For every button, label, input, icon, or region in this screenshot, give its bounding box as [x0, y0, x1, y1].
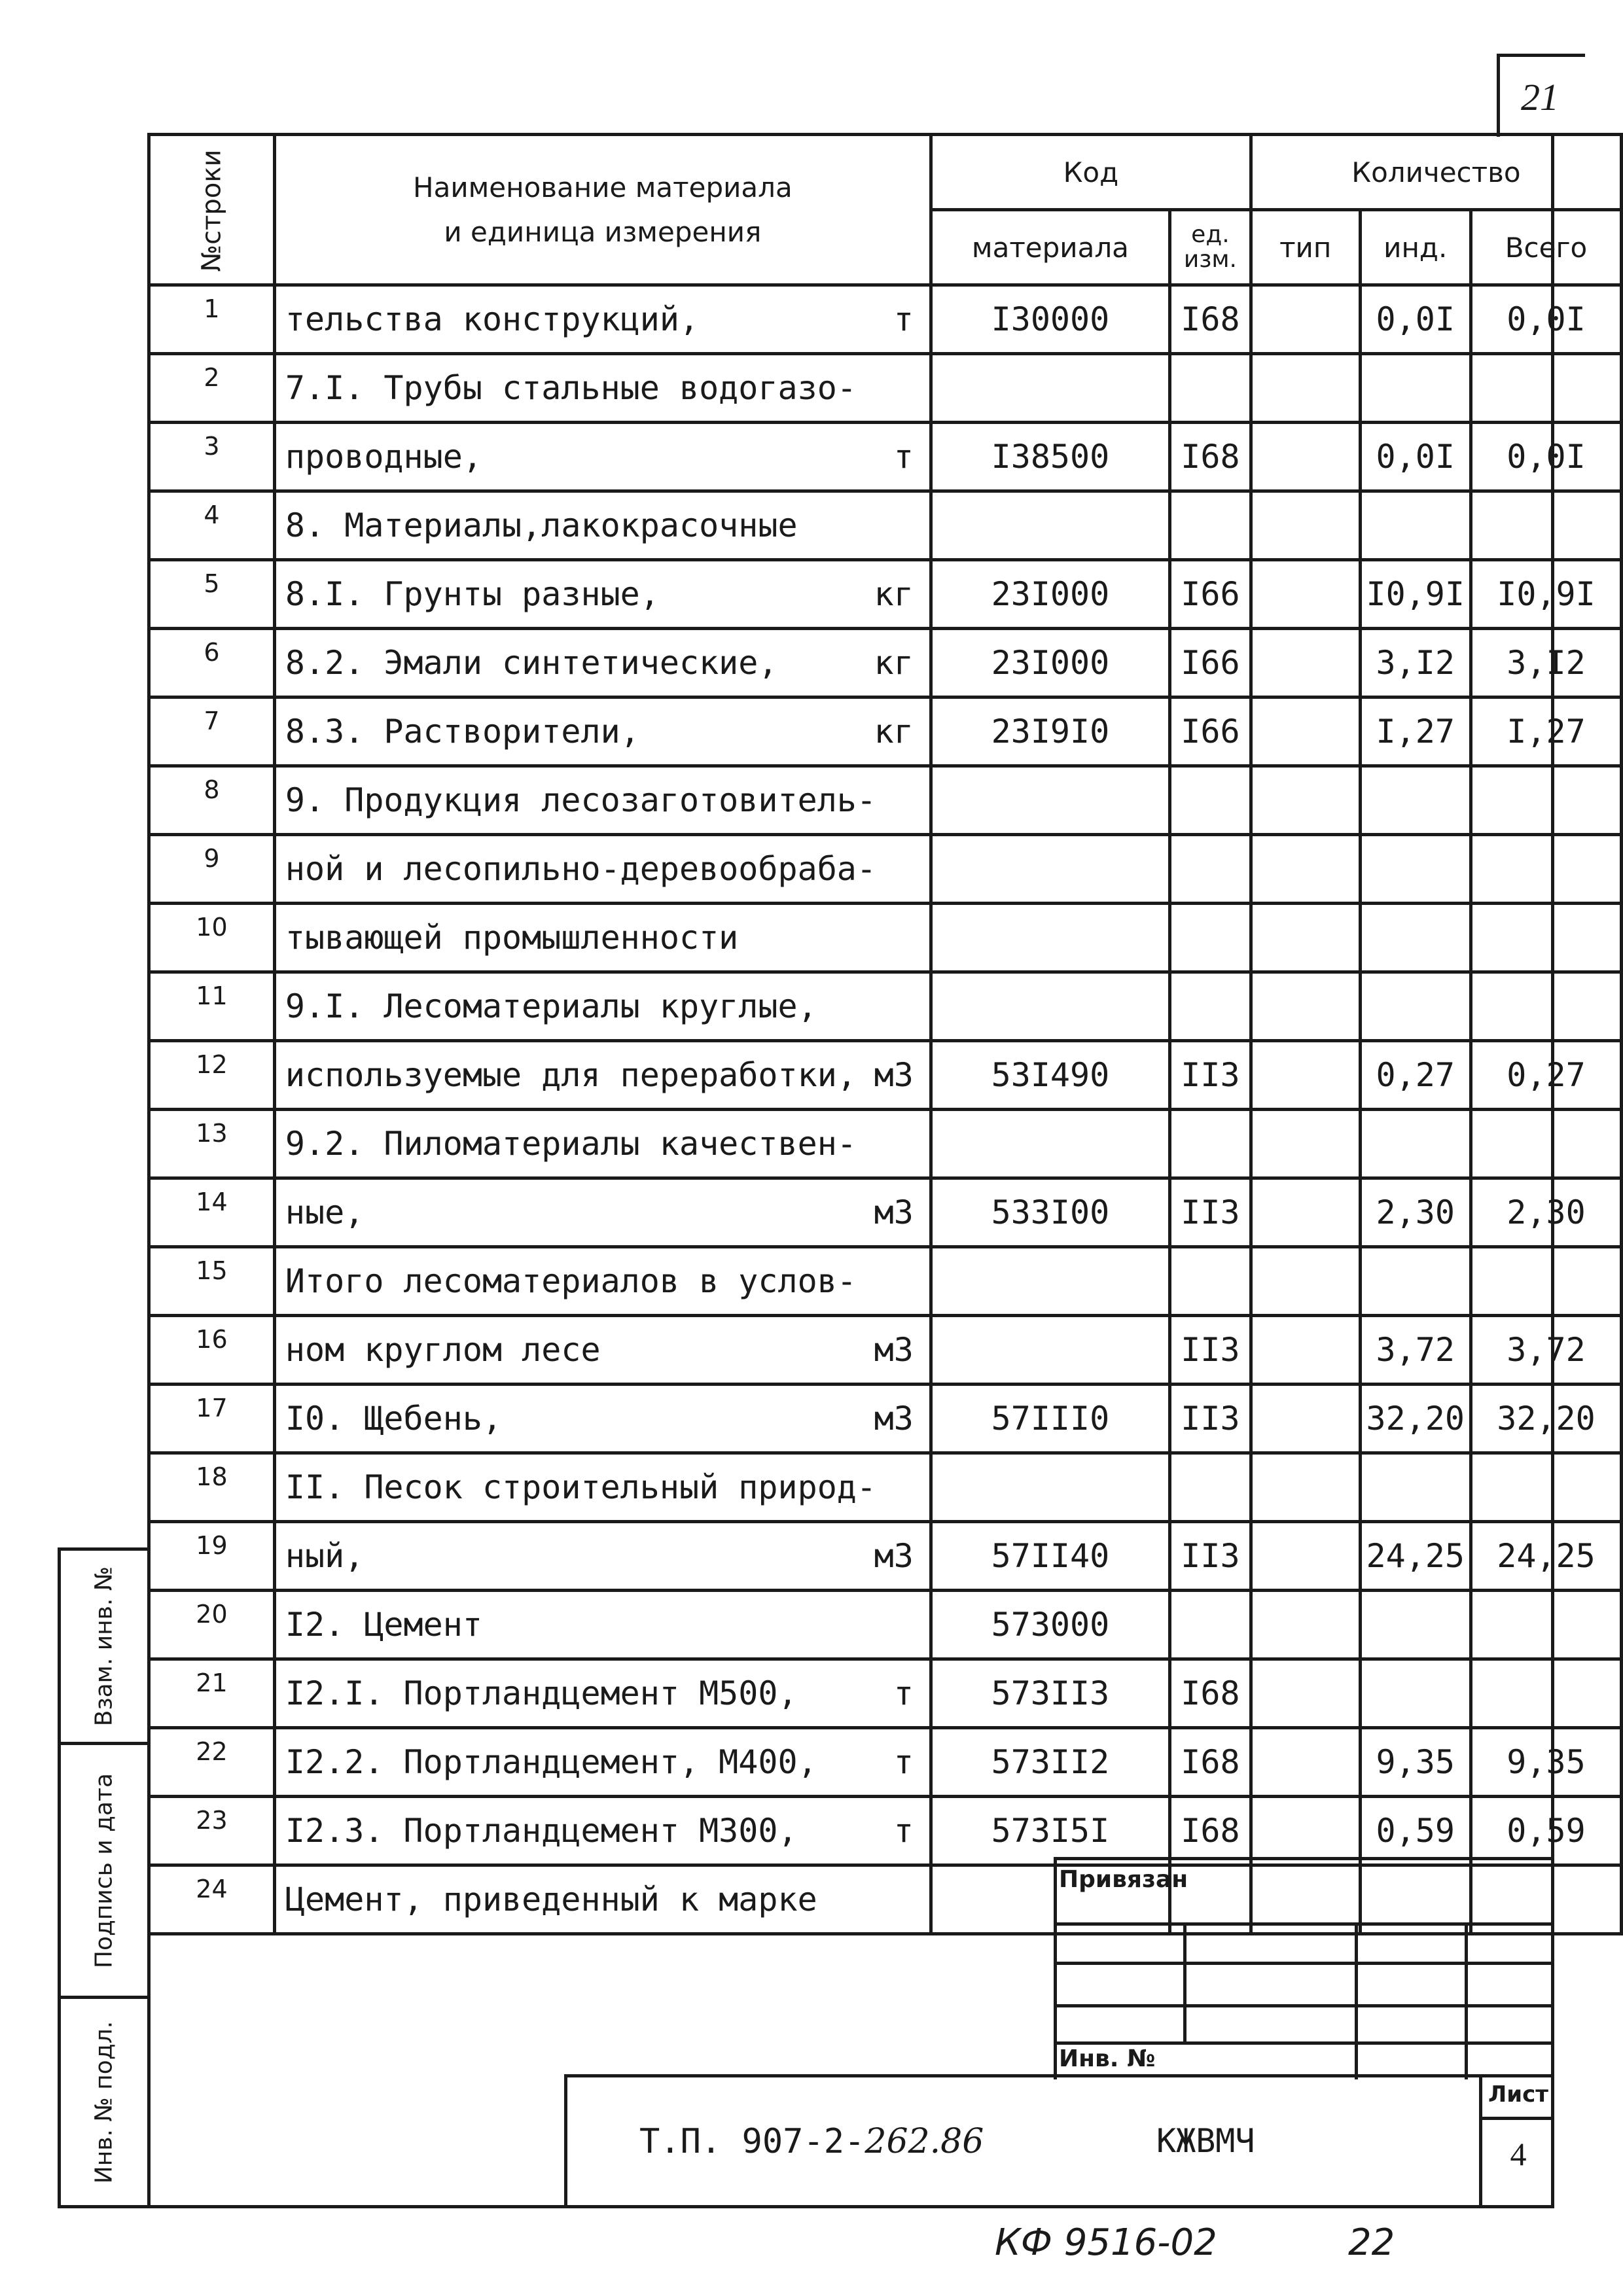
- row-number: 22: [149, 1728, 275, 1797]
- material-name-cell: [274, 1797, 931, 1865]
- row-number: 13: [149, 1110, 275, 1178]
- unit-code: I68: [1170, 423, 1251, 491]
- qty-ind: 24,25: [1360, 1522, 1471, 1591]
- table-row: [149, 1316, 1622, 1385]
- qty-ind: [1360, 1247, 1471, 1316]
- unit-code: II3: [1170, 1385, 1251, 1453]
- qty-type: [1251, 904, 1360, 972]
- material-code: 23I9I0: [931, 698, 1169, 766]
- material-name-cell: [274, 1316, 931, 1385]
- material-code: [931, 1316, 1169, 1385]
- table-row: [149, 698, 1622, 766]
- material-name: ный,: [285, 1537, 365, 1575]
- table-row: [149, 629, 1622, 698]
- unit-code: [1170, 491, 1251, 560]
- qty-ind: 9,35: [1360, 1728, 1471, 1797]
- unit-code: I68: [1170, 285, 1251, 354]
- qty-total: [1471, 1247, 1621, 1316]
- unit-code: [1170, 766, 1251, 835]
- material-name: 7.I. Трубы стальные водогазо-: [285, 369, 857, 407]
- material-unit: м3: [874, 1331, 914, 1369]
- qty-type: [1251, 972, 1360, 1041]
- material-name: Цемент, приведенный к марке: [285, 1881, 817, 1918]
- unit-code: [1170, 1110, 1251, 1178]
- row-number: 8: [149, 766, 275, 835]
- row-number: 19: [149, 1522, 275, 1591]
- material-code: [931, 904, 1169, 972]
- material-name-cell: [274, 835, 931, 904]
- material-code: [931, 972, 1169, 1041]
- material-unit: т: [893, 300, 914, 338]
- material-name-cell: [274, 1591, 931, 1659]
- row-number: 7: [149, 698, 275, 766]
- qty-type: [1251, 1453, 1360, 1522]
- qty-total: [1471, 1453, 1621, 1522]
- material-unit: кг: [874, 644, 914, 682]
- qty-total: 3,72: [1471, 1316, 1621, 1385]
- row-number: 4: [149, 491, 275, 560]
- material-name: используемые для переработки,: [285, 1056, 857, 1094]
- row-number: 10: [149, 904, 275, 972]
- qty-total: [1471, 354, 1621, 423]
- qty-total: 0,0I: [1471, 285, 1621, 354]
- page-number-box: [1497, 54, 1585, 137]
- unit-code: I68: [1170, 1659, 1251, 1728]
- qty-ind: [1360, 1659, 1471, 1728]
- unit-code: [1170, 354, 1251, 423]
- qty-ind: [1360, 491, 1471, 560]
- table-row: [149, 1385, 1622, 1453]
- unit-code: II3: [1170, 1316, 1251, 1385]
- material-code: [931, 1453, 1169, 1522]
- archive-page: 22: [1348, 2221, 1395, 2264]
- table-row: [149, 1591, 1622, 1659]
- qty-type: [1251, 835, 1360, 904]
- material-name-cell: [274, 423, 931, 491]
- material-code: [931, 1110, 1169, 1178]
- side-label-podpis: Подпись и дата: [90, 1773, 118, 1968]
- unit-code: [1170, 1453, 1251, 1522]
- material-name: ные,: [285, 1193, 365, 1231]
- material-code: 57II40: [931, 1522, 1169, 1591]
- qty-type: [1251, 698, 1360, 766]
- unit-code: II3: [1170, 1522, 1251, 1591]
- material-code: [931, 766, 1169, 835]
- table-row: [149, 1041, 1622, 1110]
- qty-total: [1471, 904, 1621, 972]
- material-code: 573000: [931, 1591, 1169, 1659]
- material-name: I2.3. Портландцемент М300,: [285, 1812, 798, 1850]
- title-block: [564, 2074, 1554, 2208]
- side-stamp-inv: [58, 1996, 147, 2208]
- material-name: I2.I. Портландцемент М500,: [285, 1674, 798, 1712]
- qty-type: [1251, 1385, 1360, 1453]
- unit-code: [1170, 904, 1251, 972]
- table-row: [149, 560, 1622, 629]
- table-row: [149, 1522, 1622, 1591]
- header-qty-total: Всего: [1471, 210, 1621, 285]
- page-number: 21: [1521, 76, 1559, 118]
- material-name-cell: [274, 629, 931, 698]
- material-name: 8.3. Растворители,: [285, 713, 640, 751]
- sheet-label: Лист: [1488, 2081, 1548, 2108]
- row-number: 23: [149, 1797, 275, 1865]
- document-code: Т.П. 907-2-262.86: [639, 2122, 984, 2161]
- qty-total: [1471, 766, 1621, 835]
- material-unit: м3: [874, 1193, 914, 1231]
- qty-ind: [1360, 354, 1471, 423]
- material-code: [931, 1247, 1169, 1316]
- material-unit: т: [893, 1743, 914, 1781]
- material-code: 573I5I: [931, 1797, 1169, 1865]
- material-name-cell: [274, 1659, 931, 1728]
- qty-ind: [1360, 835, 1471, 904]
- stamp-privyazan: Привязан: [1059, 1866, 1188, 1893]
- header-code-material: материала: [931, 210, 1169, 285]
- material-code: I38500: [931, 423, 1169, 491]
- row-number: 17: [149, 1385, 275, 1453]
- qty-ind: 0,0I: [1360, 423, 1471, 491]
- qty-ind: [1360, 1591, 1471, 1659]
- qty-total: I0,9I: [1471, 560, 1621, 629]
- qty-type: [1251, 629, 1360, 698]
- header-quantity: Количество: [1251, 135, 1621, 210]
- qty-ind: [1360, 1453, 1471, 1522]
- material-name: 8.I. Грунты разные,: [285, 575, 660, 613]
- side-stamp-podpis: [58, 1742, 147, 1999]
- table-row: [149, 423, 1622, 491]
- material-name-cell: [274, 1385, 931, 1453]
- qty-total: 0,0I: [1471, 423, 1621, 491]
- material-unit: т: [893, 1674, 914, 1712]
- material-code: 23I000: [931, 560, 1169, 629]
- material-code: [931, 491, 1169, 560]
- unit-code: I66: [1170, 629, 1251, 698]
- material-code: 53I490: [931, 1041, 1169, 1110]
- qty-total: [1471, 835, 1621, 904]
- qty-total: [1471, 1659, 1621, 1728]
- row-number: 16: [149, 1316, 275, 1385]
- material-name-cell: [274, 1728, 931, 1797]
- material-name-cell: [274, 1865, 931, 1934]
- qty-ind: [1360, 1110, 1471, 1178]
- row-number: 5: [149, 560, 275, 629]
- binding-stamp: [1054, 1857, 1554, 2079]
- table-row: [149, 904, 1622, 972]
- header-qty-ind: инд.: [1360, 210, 1471, 285]
- qty-ind: 3,72: [1360, 1316, 1471, 1385]
- table-row: [149, 1797, 1622, 1865]
- header-row-number: №строки: [149, 135, 275, 285]
- project-code: КЖВМЧ: [1156, 2122, 1255, 2160]
- qty-total: [1471, 1591, 1621, 1659]
- qty-total: 3,I2: [1471, 629, 1621, 698]
- material-name: 8. Материалы,лакокрасочные: [285, 506, 798, 544]
- material-name-cell: [274, 972, 931, 1041]
- unit-code: I66: [1170, 698, 1251, 766]
- material-name-cell: [274, 1178, 931, 1247]
- qty-ind: 0,59: [1360, 1797, 1471, 1865]
- row-number: 1: [149, 285, 275, 354]
- table-row: [149, 285, 1622, 354]
- qty-ind: 3,I2: [1360, 629, 1471, 698]
- archive-number: КФ 9516-02: [995, 2221, 1217, 2264]
- material-name: I0. Щебень,: [285, 1400, 503, 1438]
- material-code: 23I000: [931, 629, 1169, 698]
- qty-type: [1251, 491, 1360, 560]
- material-unit: м3: [874, 1537, 914, 1575]
- material-name-cell: [274, 904, 931, 972]
- qty-type: [1251, 285, 1360, 354]
- table-row: [149, 972, 1622, 1041]
- material-name-cell: [274, 560, 931, 629]
- material-name-cell: [274, 354, 931, 423]
- material-name-cell: [274, 1453, 931, 1522]
- header-code-unit: ед. изм.: [1170, 210, 1251, 285]
- row-number: 15: [149, 1247, 275, 1316]
- material-name-cell: [274, 1041, 931, 1110]
- unit-code: I68: [1170, 1797, 1251, 1865]
- side-label-inv: Инв. № подл.: [90, 2021, 118, 2183]
- qty-type: [1251, 1247, 1360, 1316]
- side-stamp-vzam: [58, 1547, 147, 1745]
- qty-total: I,27: [1471, 698, 1621, 766]
- qty-type: [1251, 1316, 1360, 1385]
- table-row: [149, 354, 1622, 423]
- qty-ind: 2,30: [1360, 1178, 1471, 1247]
- row-number: 20: [149, 1591, 275, 1659]
- material-name: I2.2. Портландцемент, М400,: [285, 1743, 817, 1781]
- row-number: 9: [149, 835, 275, 904]
- material-code: 533I00: [931, 1178, 1169, 1247]
- header-code: Код: [931, 135, 1251, 210]
- unit-code: [1170, 1247, 1251, 1316]
- material-code: [931, 354, 1169, 423]
- unit-code: [1170, 972, 1251, 1041]
- material-code: 57III0: [931, 1385, 1169, 1453]
- qty-type: [1251, 1110, 1360, 1178]
- table-row: [149, 835, 1622, 904]
- material-name: тывающей промышленности: [285, 919, 739, 957]
- qty-total: 9,35: [1471, 1728, 1621, 1797]
- row-number: 14: [149, 1178, 275, 1247]
- table-row: [149, 1110, 1622, 1178]
- material-code: 573II3: [931, 1659, 1169, 1728]
- material-code: I30000: [931, 285, 1169, 354]
- qty-ind: 0,27: [1360, 1041, 1471, 1110]
- material-unit: кг: [874, 575, 914, 613]
- unit-code: II3: [1170, 1178, 1251, 1247]
- unit-code: I68: [1170, 1728, 1251, 1797]
- material-code: 573II2: [931, 1728, 1169, 1797]
- material-name: 8.2. Эмали синтетические,: [285, 644, 778, 682]
- material-name-cell: [274, 1247, 931, 1316]
- qty-type: [1251, 1041, 1360, 1110]
- materials-table-body: [149, 285, 1622, 1934]
- table-row: [149, 1728, 1622, 1797]
- material-name: ной и лесопильно-деревообраба-: [285, 850, 876, 888]
- qty-ind: [1360, 904, 1471, 972]
- qty-total: 0,59: [1471, 1797, 1621, 1865]
- material-name: Итого лесоматериалов в услов-: [285, 1262, 857, 1300]
- unit-code: I66: [1170, 560, 1251, 629]
- table-row: [149, 1659, 1622, 1728]
- qty-ind: 32,20: [1360, 1385, 1471, 1453]
- row-number: 24: [149, 1865, 275, 1934]
- qty-total: 24,25: [1471, 1522, 1621, 1591]
- qty-ind: 0,0I: [1360, 285, 1471, 354]
- qty-total: [1471, 972, 1621, 1041]
- material-name: II. Песок строительный природ-: [285, 1468, 876, 1506]
- unit-code: [1170, 1591, 1251, 1659]
- row-number: 21: [149, 1659, 275, 1728]
- row-number: 12: [149, 1041, 275, 1110]
- row-number: 6: [149, 629, 275, 698]
- material-name: ном круглом лесе: [285, 1331, 601, 1369]
- qty-ind: I0,9I: [1360, 560, 1471, 629]
- material-name: I2. Цемент: [285, 1606, 482, 1644]
- table-row: [149, 1453, 1622, 1522]
- header-material-name: Наименование материала и единица измерения: [274, 135, 931, 285]
- qty-ind: I,27: [1360, 698, 1471, 766]
- side-label-vzam: Взам. инв. №: [90, 1566, 118, 1727]
- row-number: 3: [149, 423, 275, 491]
- material-unit: т: [893, 1812, 914, 1850]
- qty-type: [1251, 766, 1360, 835]
- qty-type: [1251, 1728, 1360, 1797]
- row-number: 11: [149, 972, 275, 1041]
- qty-total: 2,30: [1471, 1178, 1621, 1247]
- qty-type: [1251, 354, 1360, 423]
- material-name: 9.2. Пиломатериалы качествен-: [285, 1125, 857, 1163]
- qty-type: [1251, 560, 1360, 629]
- material-name-cell: [274, 285, 931, 354]
- qty-ind: [1360, 766, 1471, 835]
- qty-total: 32,20: [1471, 1385, 1621, 1453]
- material-name: 9. Продукция лесозаготовитель-: [285, 781, 876, 819]
- table-row: [149, 1247, 1622, 1316]
- qty-type: [1251, 1522, 1360, 1591]
- sheet-number: 4: [1510, 2136, 1527, 2172]
- qty-type: [1251, 423, 1360, 491]
- qty-type: [1251, 1591, 1360, 1659]
- table-row: [149, 766, 1622, 835]
- qty-total: [1471, 491, 1621, 560]
- material-name: тельства конструкций,: [285, 300, 700, 338]
- material-name-cell: [274, 1110, 931, 1178]
- unit-code: II3: [1170, 1041, 1251, 1110]
- row-number: 18: [149, 1453, 275, 1522]
- header-qty-type: тип: [1251, 210, 1360, 285]
- material-unit: т: [893, 438, 914, 476]
- row-number: 2: [149, 354, 275, 423]
- material-name: проводные,: [285, 438, 482, 476]
- material-name-cell: [274, 698, 931, 766]
- material-unit: м3: [874, 1056, 914, 1094]
- material-name-cell: [274, 491, 931, 560]
- material-unit: кг: [874, 713, 914, 751]
- qty-type: [1251, 1797, 1360, 1865]
- sheet-box: [1479, 2077, 1554, 2208]
- qty-total: 0,27: [1471, 1041, 1621, 1110]
- material-name-cell: [274, 766, 931, 835]
- qty-ind: [1360, 972, 1471, 1041]
- unit-code: [1170, 835, 1251, 904]
- material-name-cell: [274, 1522, 931, 1591]
- material-code: [931, 835, 1169, 904]
- qty-type: [1251, 1659, 1360, 1728]
- stamp-inv-no: Инв. №: [1059, 2045, 1156, 2072]
- materials-table: [147, 133, 1623, 1935]
- qty-type: [1251, 1178, 1360, 1247]
- table-row: [149, 491, 1622, 560]
- material-unit: м3: [874, 1400, 914, 1438]
- qty-total: [1471, 1110, 1621, 1178]
- material-name: 9.I. Лесоматериалы круглые,: [285, 987, 817, 1025]
- table-row: [149, 1178, 1622, 1247]
